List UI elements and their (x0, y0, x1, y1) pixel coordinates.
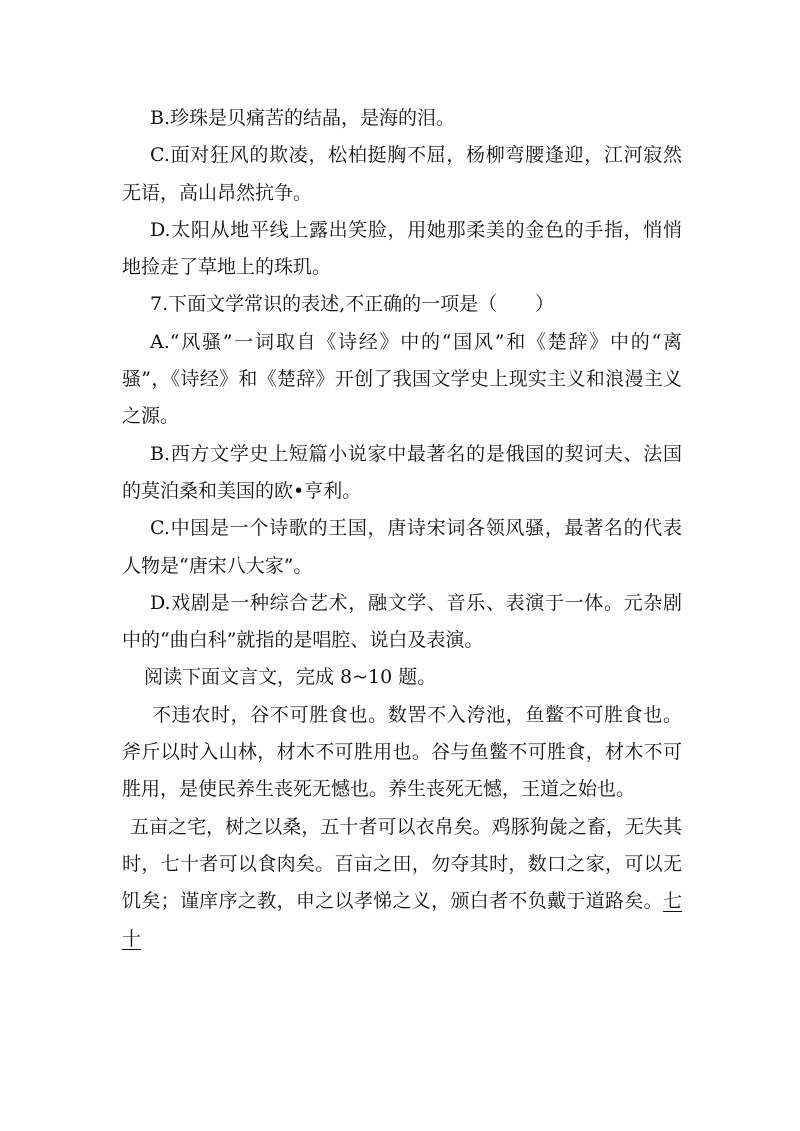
underlined-phrase: 七十 (122, 890, 682, 950)
question-7: 7.下面文学常识的表述,不正确的一项是（ ） (150, 293, 555, 316)
option-d-sun: D.太阳从地平线上露出笑脸，用她那柔美的金色的手指，悄悄地捡走了草地上的珠玑。 (122, 218, 682, 279)
passage-paragraph-1: 不违农时，谷不可胜食也。数罟不入洿池，鱼鳖不可胜食也。斧斤以时入山林，材木不可胜用也。谷与鱼鳖不可胜食，材木不可胜用，是使民养生丧死无憾也。养生丧死无憾，王道之始也。 (122, 703, 682, 801)
q7-option-a: A.“风骚”一词取自《诗经》中的“国风”和《楚辞》中的“离骚”，《诗经》和《楚辞》开创了我国文学史上现实主义和浪漫主义之源。 (122, 330, 682, 428)
passage-paragraph-2-text: 五亩之宅，树之以桑，五十者可以衣帛矣。鸡豚狗彘之畜，无失其时，七十者可以食肉矣。百亩之田，勿夺其时，数口之家，可以无饥矣；谨庠序之教，申之以孝悌之义，颁白者不负戴于道路矣。 (122, 815, 682, 913)
q7-option-c: C.中国是一个诗歌的王国，唐诗宋词各领风骚，最著名的代表人物是“唐宋八大家”。 (122, 517, 682, 577)
q7-option-b: B.西方文学史上短篇小说家中最著名的是俄国的契诃夫、法国的莫泊桑和美国的欧•亨利。 (122, 442, 682, 502)
q7-option-d: D.戏剧是一种综合艺术，融文学、音乐、表演于一体。元杂剧中的“曲白科”就指的是唱腔、说白及表演。 (122, 591, 682, 652)
option-c-wind: C.面对狂风的欺凌，松柏挺胸不屈，杨柳弯腰逢迎，江河寂然无语，高山昂然抗争。 (122, 144, 682, 204)
passage-paragraph-2 (122, 809, 682, 958)
option-b-pearl: B.珍珠是贝痛苦的结晶，是海的泪。 (150, 107, 456, 129)
document-body (122, 100, 682, 958)
reading-instruction: 阅读下面文言文，完成 8~10 题。 (144, 666, 437, 689)
